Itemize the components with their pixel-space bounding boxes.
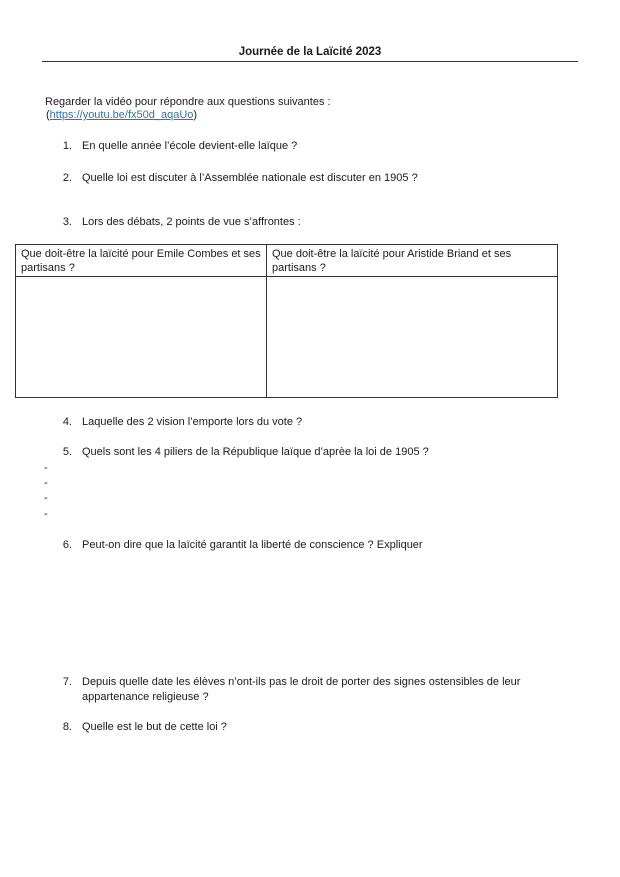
table-header-divider xyxy=(16,276,557,277)
question-text-continued: appartenance religieuse ? xyxy=(82,691,209,703)
question-number: 2. xyxy=(62,172,72,184)
pillar-bullet: - xyxy=(44,492,48,504)
question-number: 8. xyxy=(62,721,72,733)
link-open-paren: ( xyxy=(46,109,50,121)
question-text: Peut-on dire que la laïcité garantit la liberté de conscience ? Expliquer xyxy=(82,539,423,551)
question-text: Laquelle des 2 vision l’emporte lors du vote ? xyxy=(82,416,303,428)
question-text: Quels sont les 4 piliers de la République laïque d’aprèe la loi de 1905 ? xyxy=(82,446,429,458)
link-close-paren: ) xyxy=(193,109,198,121)
question-text: Quelle est le but de cette loi ? xyxy=(82,721,227,733)
question-number: 7. xyxy=(62,676,72,688)
pillar-bullet: - xyxy=(44,462,48,474)
pillar-bullet: - xyxy=(44,508,48,520)
question-number: 3. xyxy=(62,216,72,228)
video-link[interactable]: https://youtu.be/fx50d_aqaUo xyxy=(49,109,194,121)
question-number: 5. xyxy=(62,446,72,458)
table-header-briand: Que doit-être la laïcité pour Aristide Briand et ses partisans ? xyxy=(272,248,512,274)
instruction-text: Regarder la vidéo pour répondre aux questions suivantes : xyxy=(45,96,331,108)
pillar-bullet: - xyxy=(44,477,48,489)
question-number: 1. xyxy=(62,140,72,152)
question-text: Quelle loi est discuter à l’Assemblée nationale est discuter en 1905 ? xyxy=(82,172,418,184)
page-title: Journée de la Laïcité 2023 xyxy=(238,46,382,58)
table-header-combes: Que doit-être la laïcité pour Emile Combes et ses partisans ? xyxy=(21,248,261,274)
viewpoints-table xyxy=(15,244,558,398)
question-text: En quelle année l’école devient-elle laïque ? xyxy=(82,140,298,152)
table-column-divider xyxy=(266,245,267,397)
question-text: Depuis quelle date les élèves n’ont-ils pas le droit de porter des signes ostensibles de leur xyxy=(82,676,521,688)
question-number: 4. xyxy=(62,416,72,428)
title-divider xyxy=(42,61,578,62)
question-text: Lors des débats, 2 points de vue s’affrontes : xyxy=(82,216,301,228)
question-number: 6. xyxy=(62,539,72,551)
video-link-line xyxy=(46,109,197,121)
